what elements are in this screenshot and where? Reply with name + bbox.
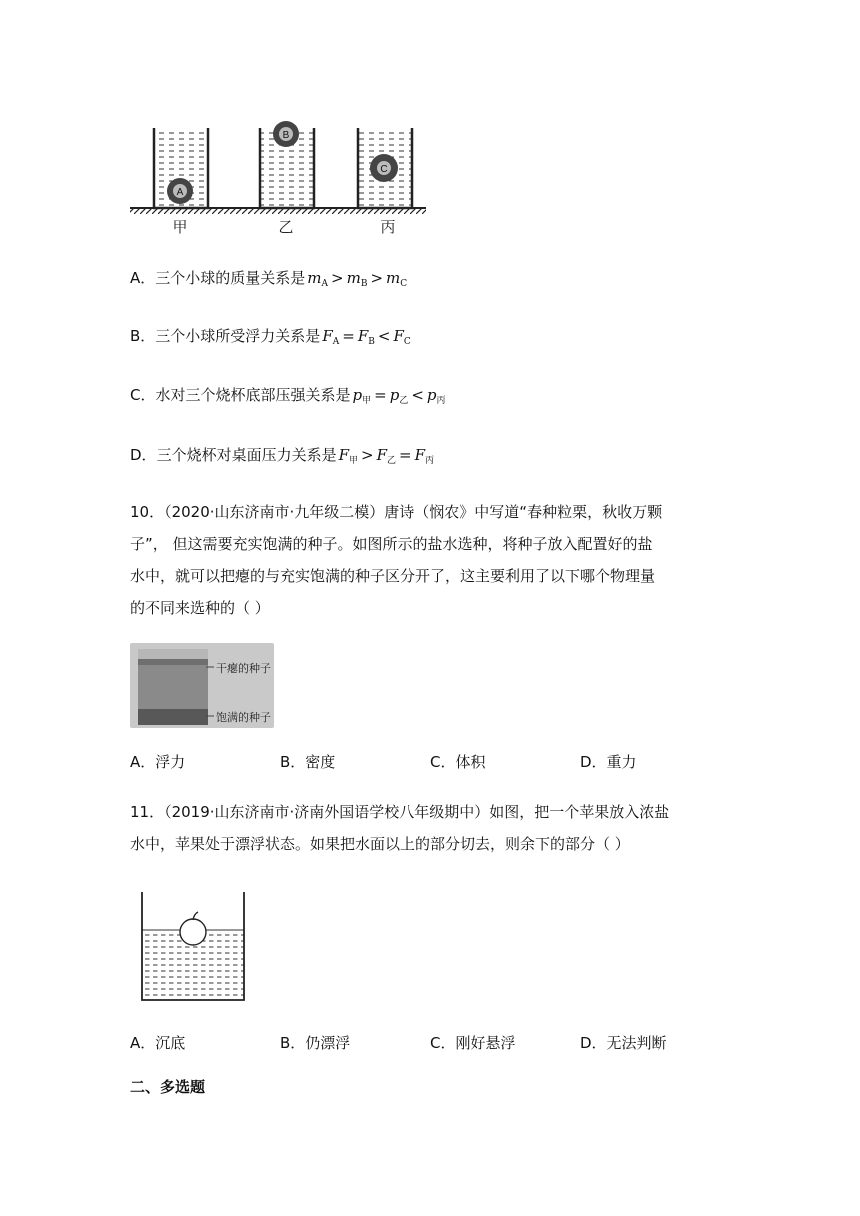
q11-option-c: C．刚好悬浮 xyxy=(430,1034,516,1052)
q9-option-a xyxy=(130,268,407,294)
q11-stem xyxy=(130,796,730,860)
ball-c-label: C xyxy=(380,164,388,175)
option-formula: $F_A = F_B < F_C$ xyxy=(322,327,411,347)
apple-beaker-figure xyxy=(136,890,250,1005)
q10-option-d: D．重力 xyxy=(580,753,637,771)
photo-label-dry-seeds: 干瘪的种子 xyxy=(216,662,271,675)
option-text: 水对三个烧杯底部压强关系是 xyxy=(155,386,351,404)
beaker-label-bing: 丙 xyxy=(380,218,396,236)
q11-option-a: A．沉底 xyxy=(130,1034,186,1052)
option-letter: A． xyxy=(130,269,156,287)
beaker-label-jia: 甲 xyxy=(172,218,188,236)
beakers-figure xyxy=(128,118,428,238)
q9-option-d xyxy=(130,445,434,471)
option-text: 三个小球所受浮力关系是 xyxy=(155,327,321,345)
option-letter: D． xyxy=(130,446,157,464)
q10-stem xyxy=(130,496,730,624)
q11-option-d: D．无法判断 xyxy=(580,1034,667,1052)
ball-a-label: A xyxy=(176,187,184,198)
option-formula: $m_A > m_B > m_C$ xyxy=(307,269,408,289)
beaker-label-yi: 乙 xyxy=(278,218,294,236)
option-text: 三个烧杯对桌面压力关系是 xyxy=(156,446,337,464)
beaker-jia xyxy=(154,128,208,208)
q10-stem-line-1: 10．（2020·山东济南市·九年级二模）唐诗（悯农》中写道“春种粒栗，秋收万颗 xyxy=(130,503,663,521)
q10-stem-line-4: 的不同来选种的（ ） xyxy=(130,599,270,617)
q10-option-b: B．密度 xyxy=(280,753,336,771)
q10-option-c: C．体积 xyxy=(430,753,486,771)
option-letter: B． xyxy=(130,327,156,345)
salt-water-seed-photo xyxy=(130,643,274,728)
q10-stem-line-2: 子”， 但这需要充实饱满的种子。如图所示的盐水选种，将种子放入配置好的盐 xyxy=(130,535,653,553)
beaker-yi xyxy=(260,121,314,208)
q11-stem-line-2: 水中，苹果处于漂浮状态。如果把水面以上的部分切去，则余下的部分（ ） xyxy=(130,835,630,853)
q10-stem-line-3: 水中，就可以把瘪的与充实饱满的种子区分开了，这主要利用了以下哪个物理量 xyxy=(130,567,656,585)
beaker-bing xyxy=(358,128,412,208)
photo-label-full-seeds: 饱满的种子 xyxy=(216,711,271,724)
q9-option-b xyxy=(130,326,411,352)
option-formula: $F_甲 > F_乙 = F_丙$ xyxy=(338,446,435,466)
ball-b-label: B xyxy=(282,130,290,141)
option-letter: C． xyxy=(130,386,156,404)
q9-option-c xyxy=(130,385,446,411)
option-formula: $p_甲 = p_乙 < p_丙$ xyxy=(352,386,446,406)
q11-option-b: B．仍漂浮 xyxy=(280,1034,351,1052)
q10-option-a: A．浮力 xyxy=(130,753,186,771)
apple-icon xyxy=(180,912,206,945)
option-text: 三个小球的质量关系是 xyxy=(155,269,306,287)
section-heading-multiple-choice: 二、多选题 xyxy=(130,1078,206,1096)
q11-stem-line-1: 11．（2019·山东济南市·济南外国语学校八年级期中）如图，把一个苹果放入浓盐 xyxy=(130,803,670,821)
